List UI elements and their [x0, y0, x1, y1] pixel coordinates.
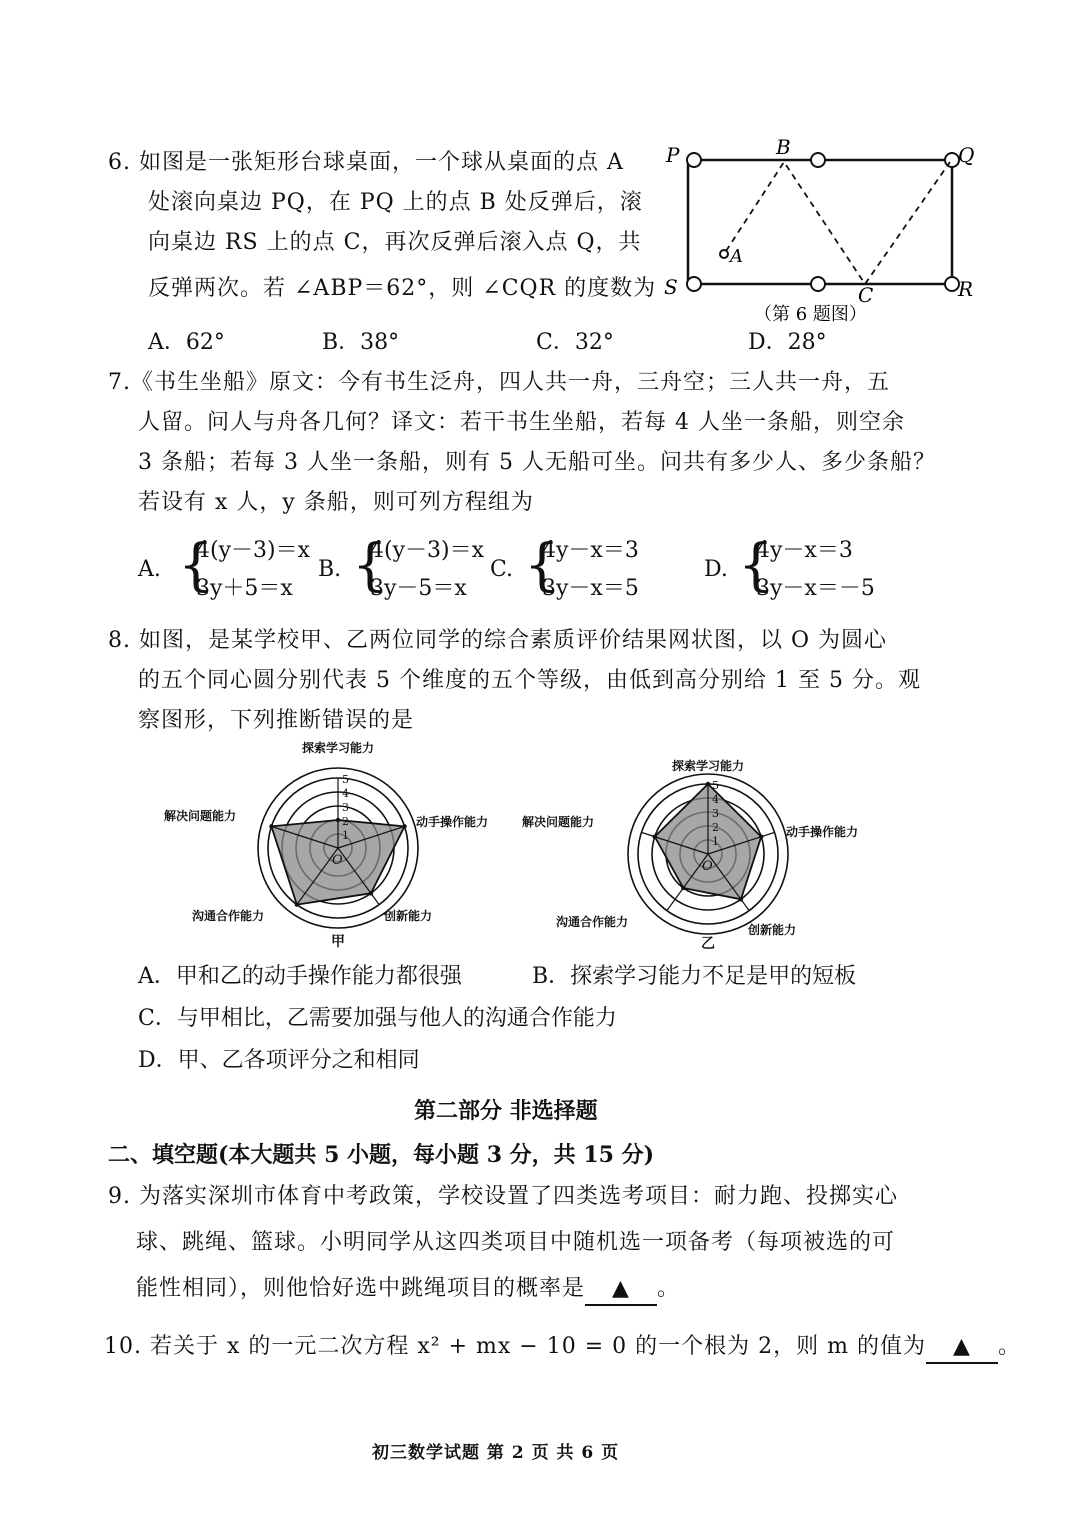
q7-line-1: 7.《书生坐船》原文：今有书生泛舟，四人共一舟，三舟空；三人共一舟，五	[108, 370, 890, 395]
q6-option-d: D．28°	[748, 330, 827, 355]
q8-option-c: C．与甲相比，乙需要加强与他人的沟通合作能力	[138, 1006, 617, 1031]
radar-center-label: O	[332, 853, 343, 868]
q9-line-1: 9. 为落实深圳市体育中考政策，学校设置了四类选考项目：耐力跑、投掷实心	[108, 1184, 898, 1209]
part2-section-heading: 二、填空题(本大题共 5 小题，每小题 3 分，共 15 分)	[108, 1142, 655, 1168]
label-r: R	[958, 277, 974, 301]
q10-answer-blank[interactable]: ▲	[926, 1332, 998, 1364]
q6-line-2: 处滚向桌边 PQ，在 PQ 上的点 B 处反弹后，滚	[148, 190, 643, 215]
radar-score-point	[739, 897, 743, 901]
radar-student-name: 甲	[331, 934, 345, 950]
q9-line-end: 。	[657, 1276, 681, 1301]
q7-option-d-letter: D.	[704, 557, 728, 582]
radar-tick-label: 5	[712, 779, 719, 792]
q6-line-1: 6. 如图是一张矩形台球桌面，一个球从桌面的点 A	[108, 150, 624, 175]
q7-line-2: 人留。问人与舟各几何？译文：若干书生坐船，若每 4 人坐一条船，则空余	[138, 410, 905, 435]
radar-score-point	[653, 834, 657, 838]
q8-line-1: 8. 如图，是某学校甲、乙两位同学的综合素质评价结果网状图，以 O 为圆心	[108, 628, 888, 653]
label-p: P	[666, 143, 680, 167]
q7-option-d-eq1: 4y－x＝3	[756, 538, 853, 563]
q7-option-a-eq1: 4(y－3)＝x	[196, 538, 310, 563]
label-a: A	[730, 246, 743, 267]
q7-option-d-eq2: 3y－x＝－5	[756, 576, 875, 601]
q8-option-a: A．甲和乙的动手操作能力都很强	[138, 964, 462, 989]
radar-tick-label: 4	[712, 793, 719, 806]
q7-line-3: 3 条船；若每 3 人坐一条船，则有 5 人无船可坐。问共有多少人、多少条船？	[138, 450, 936, 475]
q10-line-end: 。	[997, 1334, 1021, 1359]
radar-tick-label: 1	[342, 829, 349, 842]
q8-line-3: 察图形，下列推断错误的是	[138, 708, 415, 733]
q6-line-3: 向桌边 RS 上的点 C，再次反弹后滚入点 Q，共	[148, 230, 642, 255]
radar-score-point	[269, 824, 273, 828]
q7-line-4: 若设有 x 人，y 条船，则可列方程组为	[138, 490, 534, 515]
q10-text: 10. 若关于 x 的一元二次方程 x² + mx − 10 = 0 的一个根为 2，则 m 的值为	[104, 1334, 926, 1359]
q8-option-d: D．甲、乙各项评分之和相同	[138, 1048, 420, 1073]
q7-option-c-eq1: 4y－x＝3	[542, 538, 639, 563]
q7-option-d-brace: {	[738, 533, 774, 598]
label-b: B	[776, 138, 791, 159]
radar-chart-yi	[510, 750, 910, 965]
radar-tick-label: 4	[342, 787, 349, 800]
radar-center-label: O	[702, 859, 713, 874]
radar-axis-label: 动手操作能力	[416, 815, 489, 829]
q9-line-3-text: 能性相同），则他恰好选中跳绳项目的概率是	[136, 1276, 586, 1301]
radar-student-name: 乙	[701, 936, 715, 952]
q7-option-b-letter: B.	[318, 557, 342, 582]
q7-option-c-eq2: 3y－x＝5	[542, 576, 639, 601]
q6-option-a: A．62°	[148, 330, 225, 355]
radar-tick-label: 2	[342, 815, 349, 828]
q7-option-a-brace: {	[178, 533, 214, 598]
radar-score-point	[369, 891, 373, 895]
q8-option-b: B．探索学习能力不足是甲的短板	[532, 964, 857, 989]
q7-option-a-eq2: 3y＋5＝x	[196, 576, 293, 601]
q7-option-c-brace: {	[524, 533, 560, 598]
label-s: S	[664, 275, 678, 299]
radar-axis-label: 沟通合作能力	[192, 909, 265, 923]
radar-chart-jia	[150, 738, 530, 953]
q10-line	[104, 1332, 1021, 1364]
label-q: Q	[958, 143, 975, 167]
radar-tick-label: 2	[712, 821, 719, 834]
radar-score-point	[759, 834, 763, 838]
radar-axis-label: 创新能力	[384, 909, 433, 923]
q7-option-b-brace: {	[352, 533, 388, 598]
radar-score-point	[295, 902, 299, 906]
radar-axis-label: 解决问题能力	[164, 809, 237, 823]
page-footer: 初三数学试题 第 2 页 共 6 页	[372, 1443, 620, 1463]
q7-option-c-letter: C.	[490, 557, 514, 582]
radar-axis-label: 解决问题能力	[522, 815, 595, 829]
radar-axis-label: 探索学习能力	[671, 759, 745, 773]
radar-score-point	[336, 818, 340, 822]
radar-axis-label: 沟通合作能力	[556, 915, 629, 929]
q6-option-b: B．38°	[322, 330, 400, 355]
radar-axis-label: 动手操作能力	[786, 825, 859, 839]
q6-figure-billiard-table	[660, 138, 980, 338]
radar-axis-label: 探索学习能力	[301, 741, 375, 755]
q8-line-2: 的五个同心圆分别代表 5 个维度的五个等级，由低到高分别给 1 至 5 分。观	[138, 668, 921, 693]
radar-tick-label: 3	[712, 807, 719, 820]
q7-option-b-eq2: 3y－5＝x	[370, 576, 467, 601]
label-c: C	[858, 283, 874, 307]
q7-option-a-letter: A.	[138, 557, 161, 582]
radar-tick-label: 3	[342, 801, 349, 814]
radar-tick-label: 1	[712, 835, 719, 848]
q6-line-4: 反弹两次。若 ∠ABP＝62°，则 ∠CQR 的度数为	[148, 276, 657, 301]
part2-title: 第二部分 非选择题	[414, 1098, 598, 1124]
q6-option-c: C．32°	[536, 330, 614, 355]
q7-option-b-eq1: 4(y－3)＝x	[370, 538, 484, 563]
radar-score-point	[402, 824, 406, 828]
radar-score-point	[681, 886, 685, 890]
q9-line-2: 球、跳绳、篮球。小明同学从这四类项目中随机选一项备考（每项被选的可	[136, 1230, 896, 1255]
q9-line-3	[136, 1274, 680, 1306]
q9-answer-blank[interactable]: ▲	[585, 1274, 657, 1306]
radar-axis-label: 创新能力	[748, 923, 797, 937]
radar-tick-label: 5	[342, 773, 349, 786]
q6-figure-caption: （第 6 题图）	[754, 304, 867, 325]
radar-score-point	[706, 782, 710, 786]
